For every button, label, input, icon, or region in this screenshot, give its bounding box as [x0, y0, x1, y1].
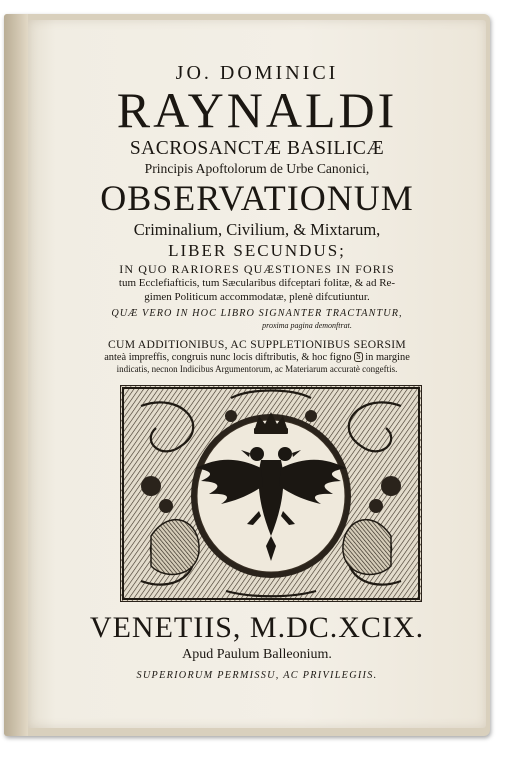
note-line-1: QUÆ VERO IN HOC LIBRO SIGNANTER TRACTANTUR,: [111, 308, 403, 319]
printer-name: Apud Paulum Balleonium.: [182, 647, 332, 662]
description-line-1: IN QUO RARIORES QUÆSTIONES IN FORIS: [119, 262, 395, 276]
main-title: OBSERVATIONUM: [100, 178, 414, 218]
additions-line-1: CUM ADDITIONIBUS, AC SUPPLETIONIBUS SEORSIM: [108, 338, 406, 351]
book-number: LIBER SECUNDUS;: [168, 241, 346, 260]
note-line-2: proxima pagina demonftrat.: [262, 321, 352, 330]
additions-line-2: [28, 352, 486, 363]
book: [4, 14, 490, 736]
additions-line-2b: in margine: [365, 352, 410, 363]
author-surname: RAYNALDI: [116, 82, 398, 138]
author-first-name: JO. DOMINICI: [175, 62, 339, 84]
additions-line-2a: anteà impreffis, congruis nunc locis diftributis, & hoc figno: [104, 352, 352, 363]
engraved-printer-device: [120, 385, 422, 602]
description-line-2: tum Ecclefiafticis, tum Sæcularibus difceptari folitæ, & ad Re-: [118, 277, 396, 289]
office-line-1: SACROSANCTÆ BASILICÆ: [129, 138, 385, 159]
additions-line-3: indicatis, necnon Indicibus Argumentorum, ac Materiarum accuratè congeftis.: [116, 364, 398, 374]
description-line-3: gimen Politicum accommodatæ, plenè difcutiuntur.: [144, 291, 370, 303]
title-page: [28, 20, 486, 728]
additions-sign-icon: S: [356, 352, 361, 361]
permission-line: SUPERIORUM PERMISSU, AC PRIVILEGIIS.: [136, 670, 378, 681]
imprint-place-date: VENETIIS, M.DC.XCIX.: [89, 611, 425, 644]
subtitle: Criminalium, Civilium, & Mixtarum,: [133, 220, 381, 239]
crowned-double-headed-eagle-icon: [121, 386, 421, 601]
book-edge: [4, 14, 28, 736]
office-line-2: Principis Apoftolorum de Urbe Canonici,: [144, 161, 370, 176]
